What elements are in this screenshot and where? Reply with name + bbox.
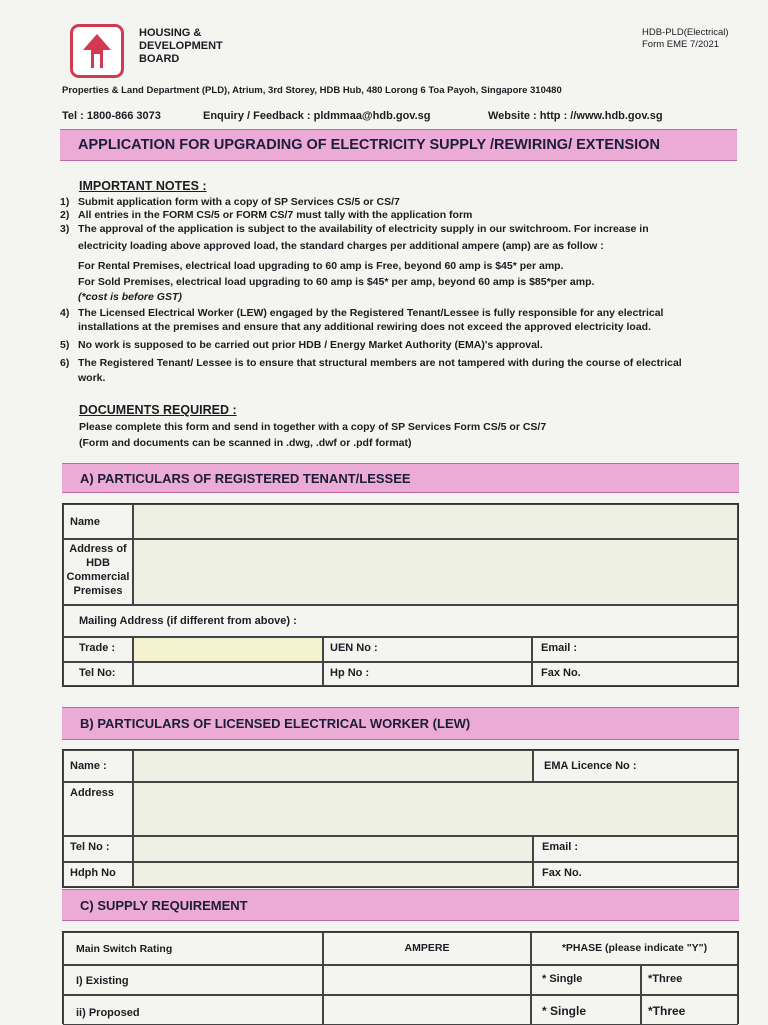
lew-hdph-label: Hdph No [63,862,133,887]
section-a-table [62,503,739,687]
proposed-label: ii) Proposed [63,995,323,1025]
mailing-address-label: Mailing Address (if different from above) : [79,615,297,627]
note-line: work. [78,372,106,384]
uen-field[interactable] [323,637,532,662]
email-label: Email : [541,642,578,654]
section-c-header: C) SUPPLY REQUIREMENT [62,889,739,921]
note-line: 2) All entries in the FORM CS/5 or FORM CS/7 must tally with the application form [60,209,473,221]
mailing-address-field[interactable] [63,605,738,637]
tel-label: Tel No: [63,662,133,686]
documents-line-2: (Form and documents can be scanned in .dwg, .dwf or .pdf format) [79,437,412,449]
lew-name-field[interactable] [133,750,533,782]
lew-tel-label: Tel No : [63,836,133,862]
org-line-1: HOUSING & [139,27,202,39]
lew-fax-label: Fax No. [542,867,582,879]
hp-label: Hp No : [330,667,370,679]
note-line: 1) Submit application form with a copy of SP Services CS/5 or CS/7 [60,196,400,208]
proposed-ampere-field[interactable] [323,995,531,1025]
tenant-name-field[interactable] [133,504,738,539]
form-ref-line-1: HDB-PLD(Electrical) [642,27,729,38]
lew-hdph-field[interactable] [133,862,533,887]
note-line: 5) No work is supposed to be carried out prior HDB / Energy Market Authority (EMA)'s approval. [60,339,543,351]
org-name [139,27,223,66]
lew-email-field[interactable] [533,836,738,862]
trade-label: Trade : [63,637,133,662]
fax-field[interactable] [532,662,738,686]
note-line: 6) The Registered Tenant/ Lessee is to ensure that structural members are not tampered with during the course of electrical [60,357,682,369]
website-link[interactable]: Website : http : //www.hdb.gov.sg [488,110,663,122]
email-field[interactable] [532,637,738,662]
note-line: (*cost is before GST) [78,291,182,303]
lew-fax-field[interactable] [533,862,738,887]
phase-header: *PHASE (please indicate "Y") [531,932,738,965]
fax-label: Fax No. [541,667,581,679]
org-line-3: BOARD [139,53,180,65]
section-b-header: B) PARTICULARS OF LICENSED ELECTRICAL WORKER (LEW) [62,707,739,740]
lew-address-label: Address [63,782,133,836]
ampere-header: AMPERE [323,932,531,965]
note-line: For Rental Premises, electrical load upgrading to 60 amp is Free, beyond 60 amp is $45* per amp. [78,260,564,272]
address-label: Address of HDB Commercial Premises [63,539,133,605]
lew-address-field[interactable] [133,782,738,836]
form-reference [642,27,729,51]
org-line-2: DEVELOPMENT [139,40,223,52]
note-line: electricity loading above approved load, the standard charges per additional ampere (amp) are as follow : [78,240,604,252]
hp-field[interactable] [323,662,532,686]
department-address: Properties & Land Department (PLD), Atrium, 3rd Storey, HDB Hub, 480 Lorong 6 Toa Payoh, Singapore 310480 [62,85,562,96]
enquiry-email: Enquiry / Feedback : pldmmaa@hdb.gov.sg [203,110,431,122]
uen-label: UEN No : [330,642,378,654]
section-c-table [62,931,739,1024]
proposed-three-option[interactable]: *Three [641,995,738,1025]
form-ref-line-2: Form EME 7/2021 [642,39,720,50]
documents-line-1: Please complete this form and send in together with a copy of SP Services Form CS/5 or CS/7 [79,421,547,433]
existing-single-option[interactable]: * Single [531,965,641,995]
hdb-logo-icon [70,24,124,78]
documents-heading: DOCUMENTS REQUIRED : [79,403,237,417]
important-notes-heading: IMPORTANT NOTES : [79,179,207,193]
note-line: installations at the premises and ensure that any additional rewiring does not exceed the approved electricity load. [78,321,651,333]
trade-field[interactable] [133,637,323,662]
existing-three-option[interactable]: *Three [641,965,738,995]
main-switch-header: Main Switch Rating [63,932,323,965]
lew-tel-field[interactable] [133,836,533,862]
premises-address-field[interactable] [133,539,738,605]
existing-ampere-field[interactable] [323,965,531,995]
section-a-header: A) PARTICULARS OF REGISTERED TENANT/LESSEE [62,463,739,493]
section-b-table [62,749,739,888]
name-label: Name [63,504,133,539]
proposed-single-option[interactable]: * Single [531,995,641,1025]
ema-licence-field[interactable] [533,750,738,782]
lew-email-label: Email : [542,841,579,853]
note-line: 3) The approval of the application is subject to the availability of electricity supply in our switchroom. For increase in [60,223,649,235]
tel-number: Tel : 1800-866 3073 [62,110,161,122]
form-title: APPLICATION FOR UPGRADING OF ELECTRICITY SUPPLY /REWIRING/ EXTENSION [60,129,737,161]
note-line: For Sold Premises, electrical load upgrading to 60 amp is $45* per amp, beyond 60 amp is $85*per amp. [78,276,595,288]
note-line: 4) The Licensed Electrical Worker (LEW) engaged by the Registered Tenant/Lessee is fully responsible for any electrical [60,307,664,319]
lew-name-label: Name : [63,750,133,782]
existing-label: I) Existing [63,965,323,995]
ema-licence-label: EMA Licence No : [544,760,637,772]
tel-field[interactable] [133,662,323,686]
